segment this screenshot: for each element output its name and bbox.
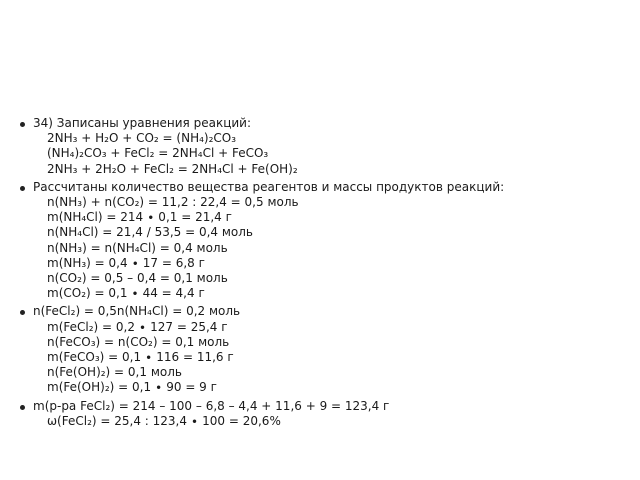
bullet-icon	[20, 122, 25, 127]
calculation-line: n(NH₃) + n(CO₂) = 11,2 : 22,4 = 0,5 моль	[47, 195, 299, 210]
result-line: ω(FeCl₂) = 25,4 : 123,4 ∙ 100 = 20,6%	[47, 413, 281, 428]
calculation-line: m(FeCO₃) = 0,1 ∙ 116 = 11,6 г	[47, 350, 234, 365]
calculation-line: m(CO₂) = 0,1 ∙ 44 = 4,4 г	[47, 286, 205, 301]
bullet-block-fe-compounds	[20, 304, 620, 395]
bullet-icon	[20, 310, 25, 315]
calculation-line: m(FeCl₂) = 0,2 ∙ 127 = 25,4 г	[47, 319, 228, 334]
bullet-block-calculations	[20, 180, 620, 302]
solution-list	[20, 116, 620, 432]
calculation-line: m(р-ра FeCl₂) = 214 – 100 – 6,8 – 4,4 + 11,6 + 9 = 123,4 г	[33, 398, 390, 413]
calculation-line: n(Fe(OH)₂) = 0,1 моль	[47, 365, 182, 380]
block-heading: Рассчитаны количество вещества реагентов и массы продуктов реакций:	[33, 179, 505, 194]
equation-line: (NH₄)₂CO₃ + FeCl₂ = 2NH₄Cl + FeCO₃	[47, 146, 269, 161]
calculation-line: n(NH₃) = n(NH₄Cl) = 0,4 моль	[47, 240, 228, 255]
calculation-line: n(NH₄Cl) = 21,4 / 53,5 = 0,4 моль	[47, 225, 254, 240]
bullet-block-result	[20, 399, 620, 429]
calculation-line: m(NH₄Cl) = 214 ∙ 0,1 = 21,4 г	[47, 210, 232, 225]
calculation-line: n(FeCl₂) = 0,5n(NH₄Cl) = 0,2 моль	[33, 304, 241, 319]
bullet-icon	[20, 186, 25, 191]
calculation-line: n(CO₂) = 0,5 – 0,4 = 0,1 моль	[47, 271, 228, 286]
bullet-icon	[20, 405, 25, 410]
equation-line: 2NH₃ + 2H₂O + FeCl₂ = 2NH₄Cl + Fe(OH)₂	[47, 161, 298, 176]
calculation-line: n(FeCO₃) = n(CO₂) = 0,1 моль	[47, 334, 230, 349]
block-heading: 34) Записаны уравнения реакций:	[33, 116, 252, 130]
bullet-block-equations	[20, 116, 620, 177]
equation-line: 2NH₃ + H₂O + CO₂ = (NH₄)₂CO₃	[47, 131, 237, 146]
calculation-line: m(NH₃) = 0,4 ∙ 17 = 6,8 г	[47, 255, 205, 270]
calculation-line: m(Fe(OH)₂) = 0,1 ∙ 90 = 9 г	[47, 380, 217, 395]
